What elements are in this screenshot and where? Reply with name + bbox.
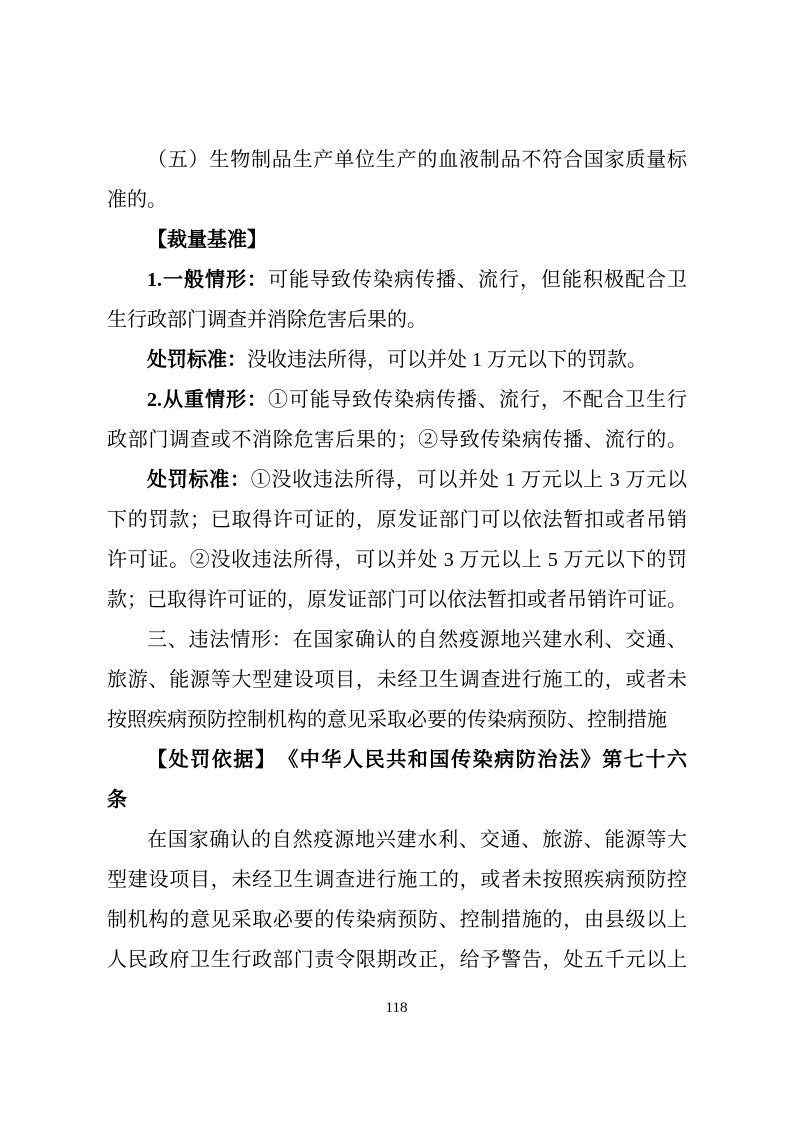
- document-body: [107, 140, 687, 980]
- paragraph-general-case: [107, 260, 687, 340]
- text-line: [107, 540, 687, 580]
- paragraph-clause-5: [107, 140, 687, 220]
- text-line: [107, 180, 687, 220]
- text-line: [107, 820, 687, 860]
- text-run: 下的罚款；已取得许可证的，原发证部门可以依法暂扣或者吊销: [107, 509, 687, 531]
- text-run: 三、违法情形：在国家确认的自然疫源地兴建水利、交通、: [147, 629, 687, 651]
- text-line: [107, 860, 687, 900]
- heading-line: [107, 220, 687, 260]
- heading-discretion-benchmark: [107, 220, 687, 260]
- text-run: 型建设项目，未经卫生调查进行施工的，或者未按照疾病预防控: [107, 869, 687, 891]
- text-line: [107, 700, 687, 740]
- text-run: （五）生物制品生产单位生产的血液制品不符合国家质量标: [147, 149, 687, 171]
- text-line: [107, 500, 687, 540]
- text-run: 制机构的意见采取必要的传染病预防、控制措施的，由县级以上: [107, 909, 687, 931]
- text-run: 在国家确认的自然疫源地兴建水利、交通、旅游、能源等大: [147, 829, 687, 851]
- paragraph-article-76-text: [107, 820, 687, 980]
- paragraph-aggravated-case: [107, 380, 687, 460]
- text-run: 政部门调查或不消除危害后果的；②导致传染病传播、流行的。: [107, 429, 687, 451]
- text-line: [107, 660, 687, 700]
- text-run: 没收违法所得，可以并处 1 万元以下的罚款。: [247, 349, 647, 371]
- bold-lead-run: 处罚标准：: [147, 349, 247, 371]
- heading-run: 【裁量基准】: [147, 229, 267, 251]
- text-run: ①可能导致传染病传播、流行，不配合卫生行: [268, 389, 687, 411]
- text-run: 可能导致传染病传播、流行，但能积极配合卫: [268, 269, 687, 291]
- paragraph-penalty-standard-aggravated: [107, 460, 687, 620]
- text-run: 按照疾病预防控制机构的意见采取必要的传染病预防、控制措施: [107, 709, 667, 731]
- heading-line: [107, 780, 687, 820]
- text-line: [107, 620, 687, 660]
- text-line: [107, 940, 687, 980]
- text-line: [107, 380, 687, 420]
- text-line: [107, 460, 687, 500]
- paragraph-penalty-standard-general: [107, 340, 687, 380]
- text-run: 生行政部门调查并消除危害后果的。: [107, 309, 427, 331]
- text-line: [107, 420, 687, 460]
- heading-line: [107, 740, 687, 780]
- bold-lead-run: 处罚标准：: [147, 469, 251, 491]
- page-number: 118: [385, 1000, 408, 1016]
- bold-lead-run: 2.从重情形：: [147, 389, 268, 411]
- bold-lead-run: 1.一般情形：: [147, 269, 268, 291]
- heading-run: 【处罚依据】 《中华人民共和国传染病防治法》第七十六: [147, 749, 687, 771]
- heading-penalty-basis: [107, 740, 687, 820]
- text-line: [107, 140, 687, 180]
- text-line: [107, 900, 687, 940]
- heading-run: 条: [107, 789, 127, 811]
- paragraph-violation-case-3: [107, 620, 687, 740]
- text-line: [107, 300, 687, 340]
- text-line: [107, 260, 687, 300]
- text-line: [107, 340, 687, 380]
- text-run: 人民政府卫生行政部门责令限期改正，给予警告，处五千元以上: [107, 949, 687, 971]
- text-line: [107, 580, 687, 620]
- text-run: 许可证。②没收违法所得，可以并处 3 万元以上 5 万元以下的罚: [107, 549, 687, 571]
- text-run: 款；已取得许可证的，原发证部门可以依法暂扣或者吊销许可证。: [107, 589, 687, 611]
- text-run: 旅游、能源等大型建设项目，未经卫生调查进行施工的，或者未: [107, 669, 687, 691]
- text-run: ①没收违法所得，可以并处 1 万元以上 3 万元以: [250, 469, 688, 491]
- text-run: 准的。: [107, 189, 167, 211]
